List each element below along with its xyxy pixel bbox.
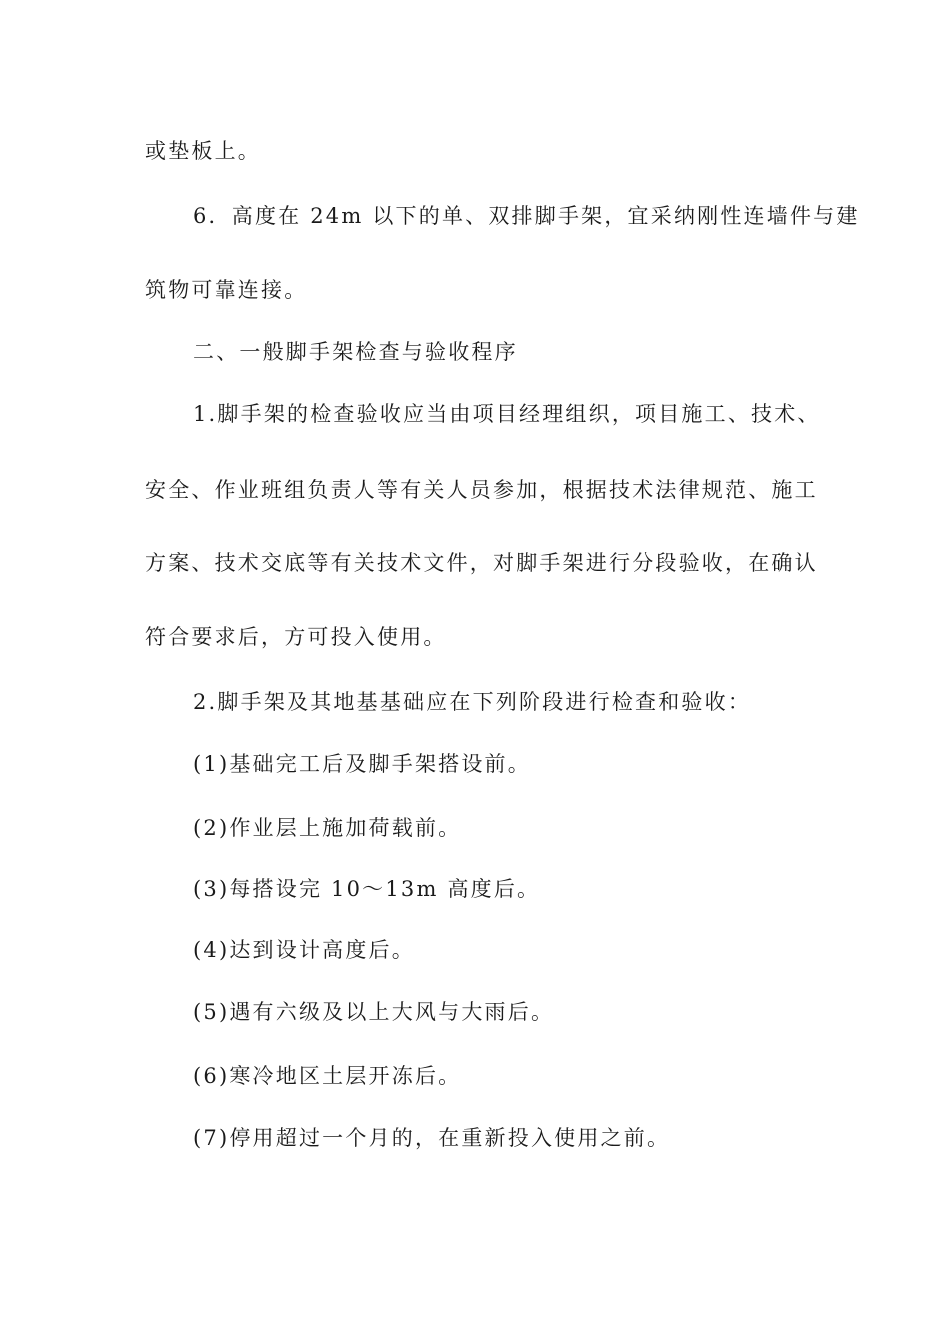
item-6-line-1: 6．高度在 24m 以下的单、双排脚手架，宜采纳刚性连墙件与建 [193,204,860,228]
item-6-line-2: 筑物可靠连接。 [145,278,308,302]
list-item-6: (6)寒冷地区土层开冻后。 [193,1064,462,1088]
clause-1-line-2: 安全、作业班组负责人等有关人员参加，根据技术法律规范、施工 [145,478,818,502]
list-item-2: (2)作业层上施加荷载前。 [193,816,462,840]
section-heading: 二、一般脚手架检查与验收程序 [193,340,518,364]
clause-1-line-1: 1.脚手架的检查验收应当由项目经理组织，项目施工、技术、 [193,402,821,426]
list-item-7: (7)停用超过一个月的，在重新投入使用之前。 [193,1126,671,1150]
paragraph-continuation-line: 或垫板上。 [145,139,261,163]
clause-1-line-4: 符合要求后，方可投入使用。 [145,625,447,649]
list-item-3: (3)每搭设完 10～13m 高度后。 [193,877,541,901]
clause-1-line-3: 方案、技术交底等有关技术文件，对脚手架进行分段验收，在确认 [145,551,818,575]
list-item-4: (4)达到设计高度后。 [193,938,415,962]
clause-2-line: 2.脚手架及其地基基础应在下列阶段进行检查和验收： [193,690,752,714]
list-item-1: (1)基础完工后及脚手架搭设前。 [193,752,531,776]
list-item-5: (5)遇有六级及以上大风与大雨后。 [193,1000,555,1024]
